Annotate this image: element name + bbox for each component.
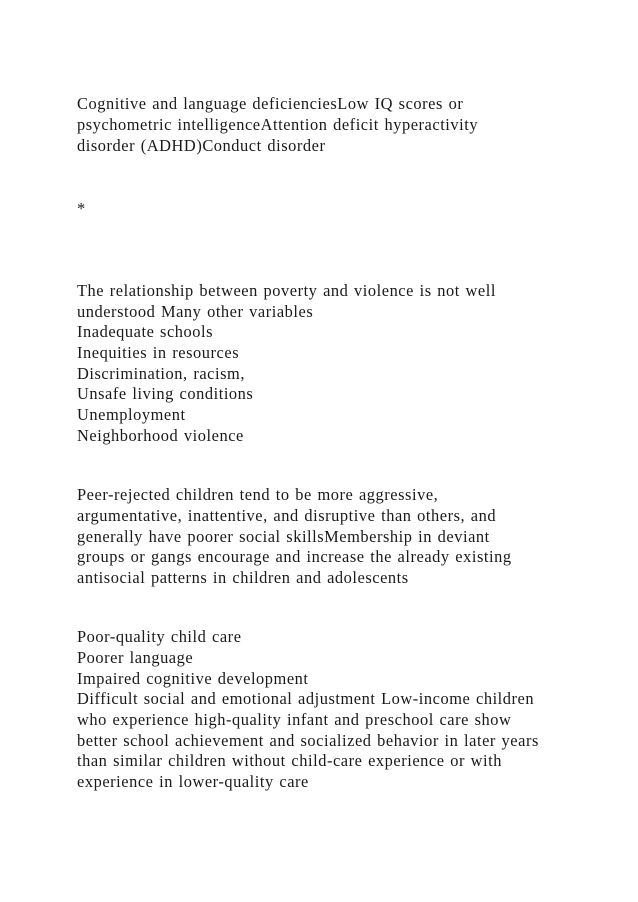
text-line: Impaired cognitive development bbox=[77, 669, 309, 688]
text-line: The relationship between poverty and violence is not well bbox=[77, 281, 496, 300]
text-line: Neighborhood violence bbox=[77, 426, 244, 445]
text-line: understood Many other variables bbox=[77, 302, 314, 321]
text-line: Discrimination, racism, bbox=[77, 364, 245, 383]
text-line: Difficult social and emotional adjustment Low-income children bbox=[77, 689, 535, 708]
text-line: Unsafe living conditions bbox=[77, 384, 254, 403]
text-line: Inequities in resources bbox=[77, 343, 240, 362]
text-line: experience in lower-quality care bbox=[77, 772, 309, 791]
text-line: argumentative, inattentive, and disruptive than others, and bbox=[77, 506, 497, 525]
text-line: Peer-rejected children tend to be more aggressive, bbox=[77, 485, 439, 504]
text-line: groups or gangs encourage and increase the already existing bbox=[77, 547, 512, 566]
asterisk-separator: * bbox=[77, 199, 86, 218]
text-line: Unemployment bbox=[77, 405, 186, 424]
text-line: psychometric intelligenceAttention deficit hyperactivity bbox=[77, 115, 479, 134]
text-line: better school achievement and socialized behavior in later years bbox=[77, 731, 539, 750]
text-line: than similar children without child-care experience or with bbox=[77, 751, 502, 770]
text-line: who experience high-quality infant and preschool care show bbox=[77, 710, 512, 729]
text-line: disorder (ADHD)Conduct disorder bbox=[77, 136, 326, 155]
text-line: antisocial patterns in children and adolescents bbox=[77, 568, 409, 587]
text-line: Inadequate schools bbox=[77, 322, 214, 341]
text-line: Cognitive and language deficienciesLow IQ scores or bbox=[77, 94, 464, 113]
text-line: Poor-quality child care bbox=[77, 627, 242, 646]
text-line: Poorer language bbox=[77, 648, 194, 667]
text-line: generally have poorer social skillsMembership in deviant bbox=[77, 527, 490, 546]
